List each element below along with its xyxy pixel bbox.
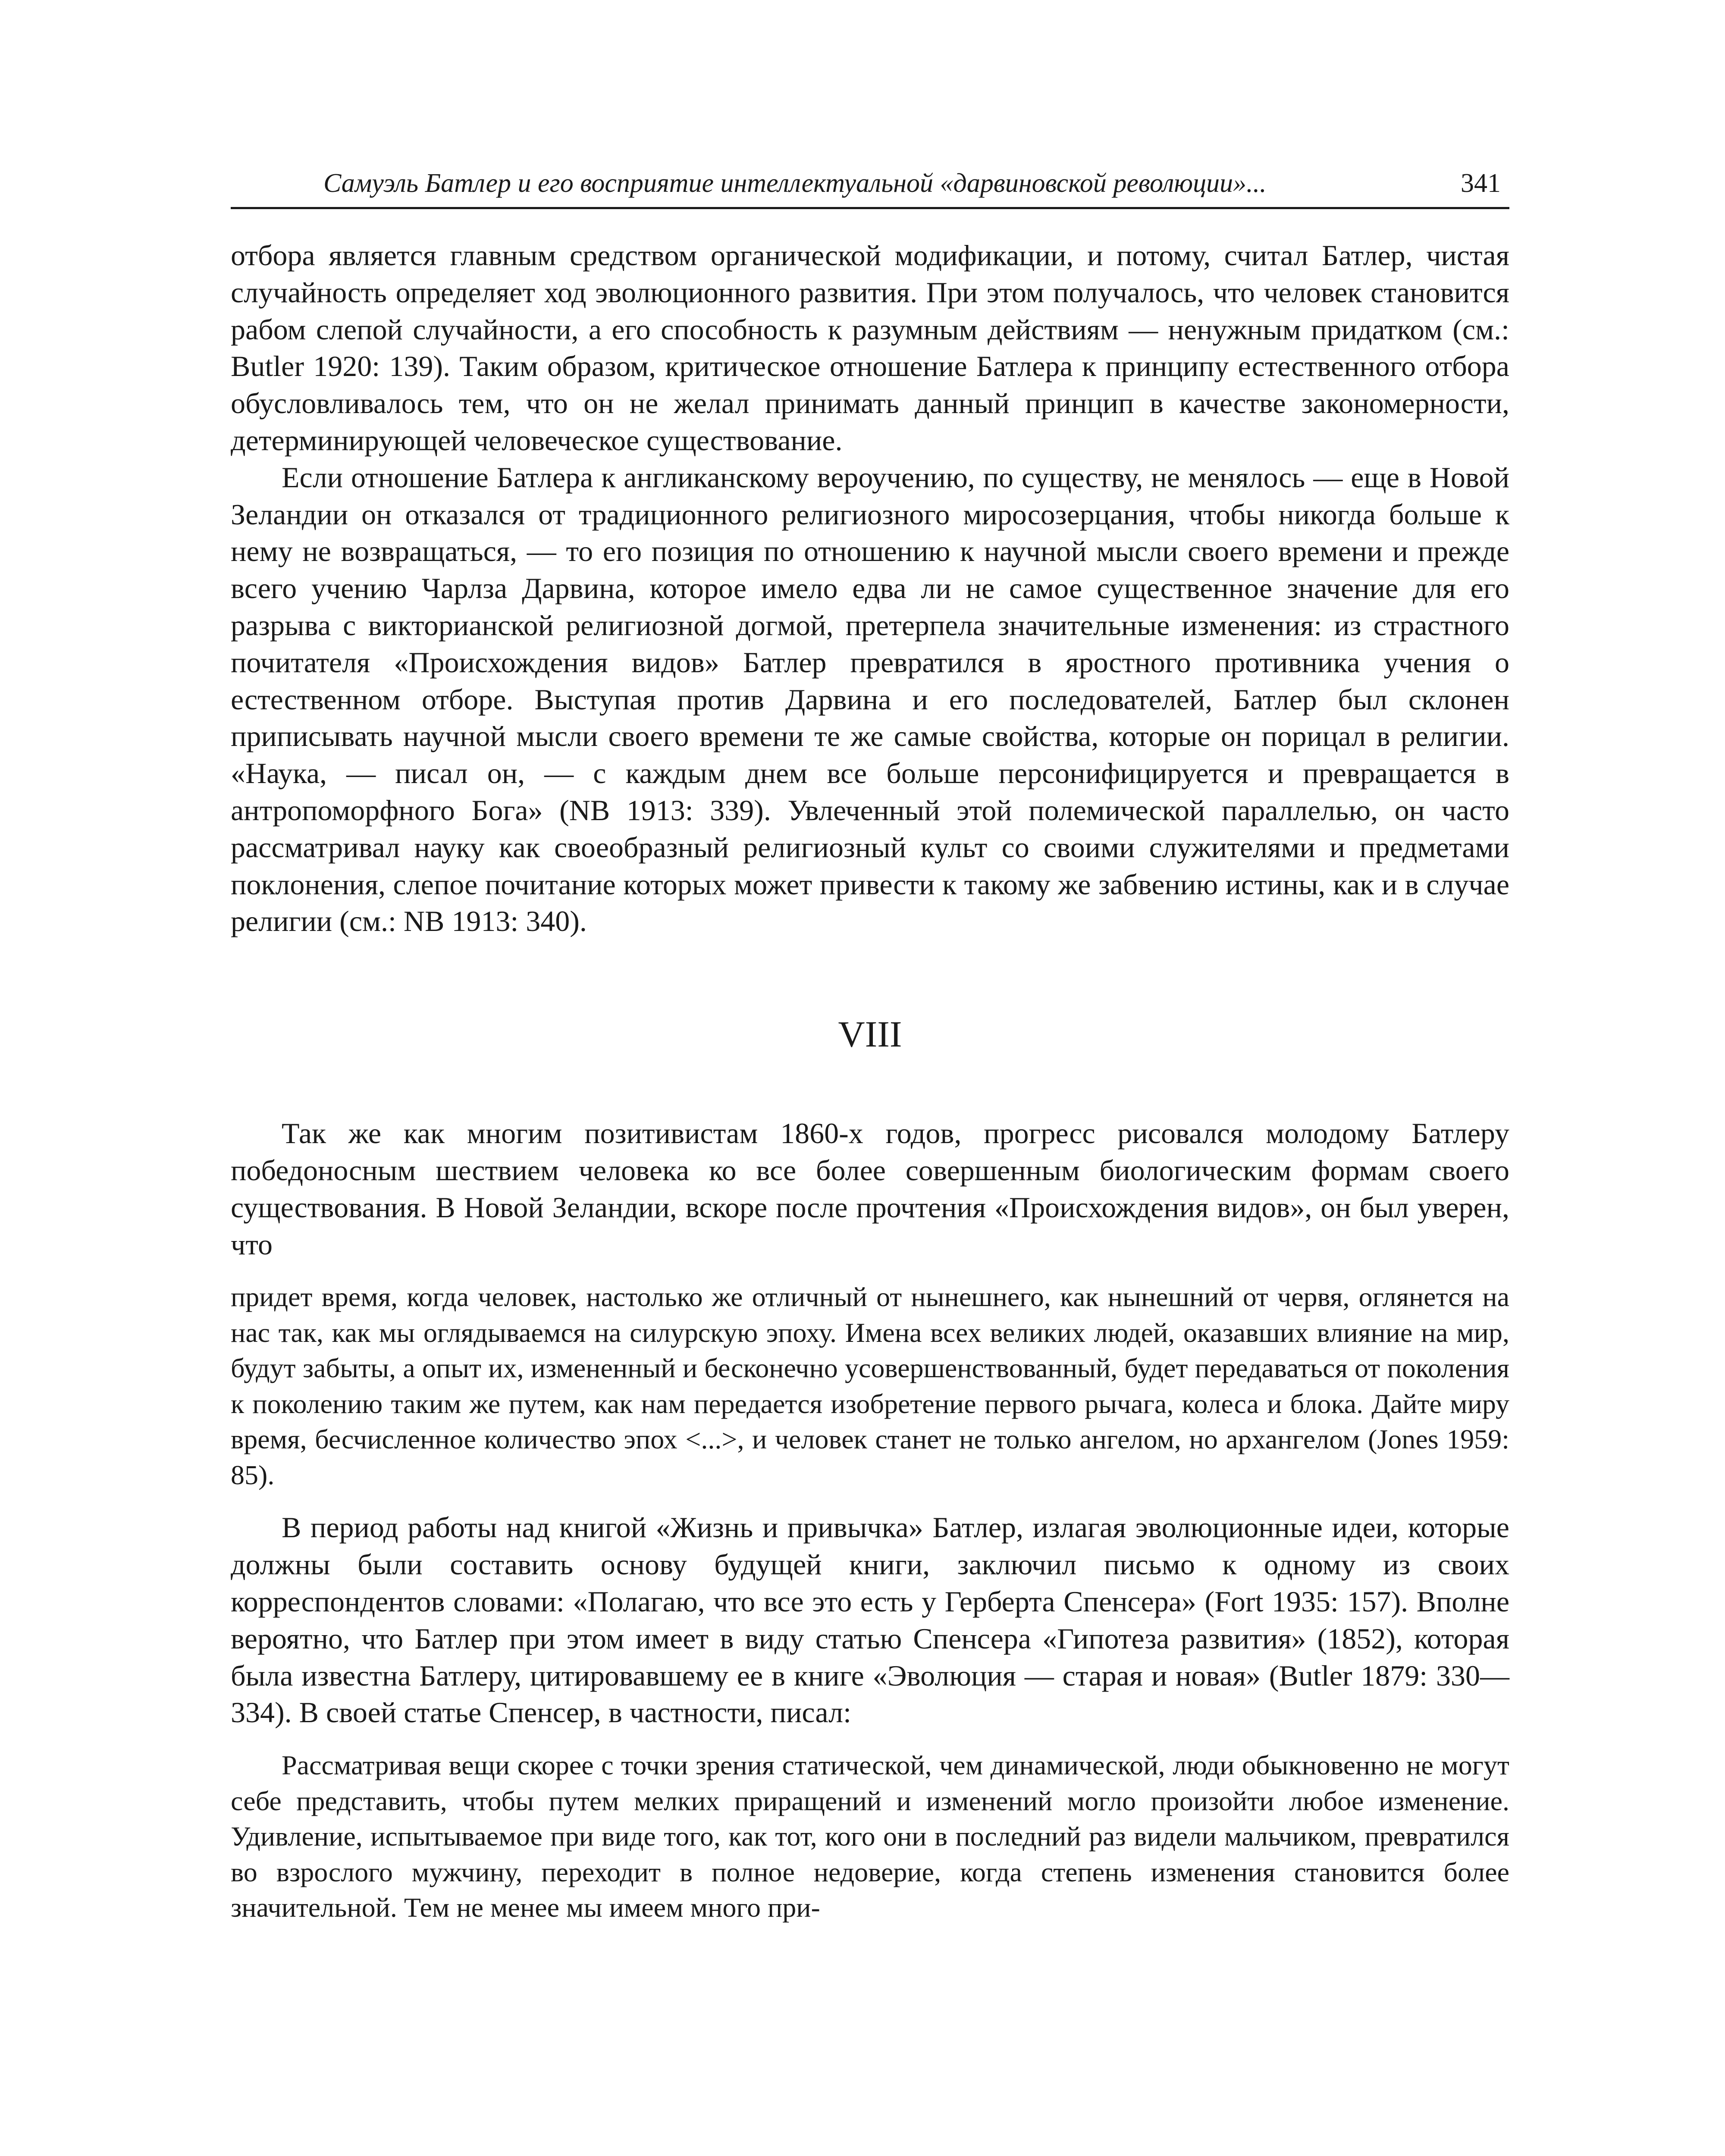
block-quote-1 [231, 1279, 1509, 1493]
quote-text-1: придет время, когда человек, настолько же отличный от нынешнего, как нынешний от червя, оглянется на нас так, как мы оглядываемся на силурскую эпоху. Имена всех великих людей, оказавших влияние на мир, будут забыты, а опыт их, измененный и бесконечно усовершенствованный, будет передаваться от поколения к поколению таким же путем, как нам передается изобретение первого рычага, колеса и блока. Дайте миру время, бесчисленное количество эпох <...>, и человек станет не только ангелом, но архангелом (Jones 1959: 85). [231, 1282, 1509, 1490]
book-page [231, 164, 1509, 1942]
paragraph-1: отбора является главным средством органической модификации, и потому, считал Батлер, чистая случайность определяет ход эволюционного развития. При этом получалось, что человек становится рабом слепой случайности, а его способность к разумным действиям — ненужным придатком (см.: Butler 1920: 139). Таким образом, критическое отношение Батлера к принципу естественного отбора обусловливалось тем, что он не желал принимать данный принцип в качестве закономерности, детерминирующей человеческое существование. [231, 239, 1509, 457]
paragraph-4: В период работы над книгой «Жизнь и привычка» Батлер, излагая эволюционные идеи, которые должны были составить основу будущей книги, заключил письмо к одному из своих корреспондентов словами: «Полагаю, что все это есть у Герберта Спенсера» (Fort 1935: 157). Вполне вероятно, что Батлер при этом имеет в виду статью Спенсера «Гипотеза развития» (1852), которая была известна Батлеру, цитировавшему ее в книге «Эволюция — старая и новая» (Butler 1879: 330—334). В своей статье Спенсер, в частности, писал: [231, 1511, 1509, 1729]
page-number: 341 [1461, 169, 1501, 198]
running-title: Самуэль Батлер и его восприятие интеллектуальной «дарвиновской революции»... [323, 169, 1267, 198]
paragraph-3: Так же как многим позитивистам 1860-х годов, прогресс рисовался молодому Батлеру победоносным шествием человека ко все более совершенным биологическим формам своего существования. В Новой Зеландии, вскоре после прочтения «Происхождения видов», он был уверен, что [231, 1117, 1509, 1261]
quote-text-2: Рассматривая вещи скорее с точки зрения статической, чем динамической, люди обыкновенно не могут себе представить, чтобы путем мелких приращений и изменений могло произойти любое изменение. Удивление, испытываемое при виде того, как тот, кого они в последний раз видели мальчиком, превратился во взрослого мужчину, переходит в полное недоверие, когда степень изменения становится более значительной. Тем не менее мы имеем много при- [231, 1750, 1509, 1923]
section-heading: VIII [838, 1013, 902, 1055]
running-head [231, 164, 1509, 209]
block-quote-2 [231, 1748, 1509, 1926]
paragraph-2: Если отношение Батлера к англиканскому вероучению, по существу, не менялось — еще в Новой Зеландии он отказался от традиционного религиозного миросозерцания, чтобы никогда больше к нему не возвращаться, — то его позиция по отношению к научной мысли своего времени и прежде всего учению Чарлза Дарвина, которое имело едва ли не самое существенное значение для его разрыва с викторианской религиозной догмой, претерпела значительные изменения: из страстного почитателя «Происхождения видов» Батлер превратился в яростного противника учения о естественном отборе. Выступая против Дарвина и его последователей, Батлер был склонен приписывать научной мысли своего времени те же самые свойства, которые он порицал в религии. «Наука, — писал он, — с каждым днем все больше персонифицируется и превращается в антропоморфного Бога» (NB 1913: 339). Увлеченный этой полемической параллелью, он часто рассматривал науку как своеобразный религиозный культ со своими служителями и предметами поклонения, слепое почитание которых может привести к такому же забвению истины, как и в случае религии (см.: NB 1913: 340). [231, 461, 1509, 938]
page-body [231, 237, 1509, 1926]
